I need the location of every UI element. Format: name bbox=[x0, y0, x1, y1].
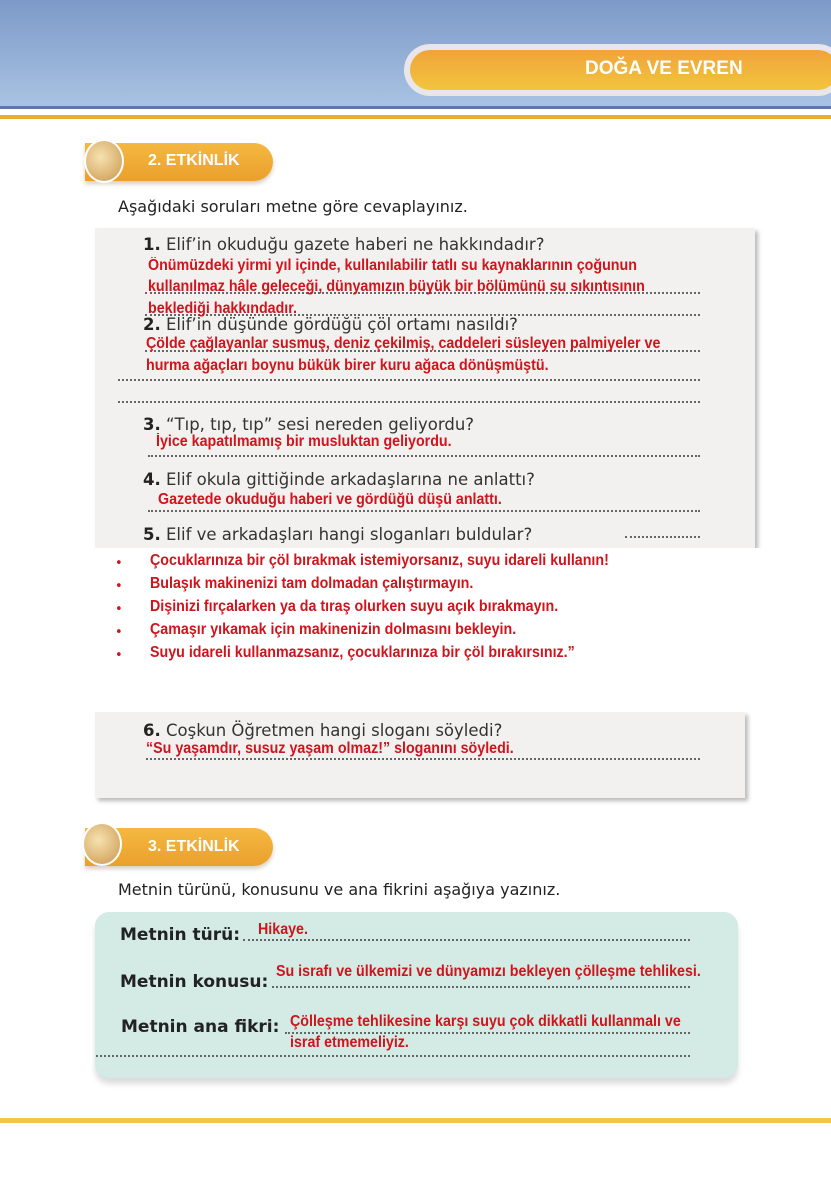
bullet: • bbox=[115, 556, 123, 571]
field-label-type: Metnin türü: bbox=[120, 925, 241, 945]
slogan: Çocuklarınıza bir çöl bırakmak istemiyorsanız, suyu idareli kullanın! bbox=[150, 552, 609, 569]
question-3: 3. “Tıp, tıp, tıp” sesi nereden geliyordu? bbox=[143, 415, 475, 434]
header-divider bbox=[0, 106, 831, 122]
dotted-line bbox=[118, 401, 700, 403]
activity-title-3: 3. ETKİNLİK bbox=[148, 838, 240, 855]
mascot-icon bbox=[82, 822, 122, 866]
slogan: Bulaşık makinenizi tam dolmadan çalıştırmayın. bbox=[150, 575, 474, 592]
bullet: • bbox=[115, 648, 123, 663]
question-2: 2. Elif’in düşünde gördüğü çöl ortamı nasıldı? bbox=[143, 315, 518, 334]
dotted-line bbox=[148, 510, 700, 512]
answer-main-idea: israf etmemeliyiz. bbox=[290, 1034, 409, 1051]
question-1: 1. Elif’in okuduğu gazete haberi ne hakkındadır? bbox=[143, 235, 545, 254]
answer-2-line: hurma ağaçları boynu bükük birer kuru ağaca dönüşmüştü. bbox=[146, 357, 549, 374]
dotted-line bbox=[96, 1055, 690, 1057]
activity-title-2: 2. ETKİNLİK bbox=[148, 152, 240, 169]
field-label-main-idea: Metnin ana fikri: bbox=[121, 1017, 280, 1037]
answer-6: “Su yaşamdır, susuz yaşam olmaz!” sloganını söyledi. bbox=[146, 740, 514, 757]
slogan: Suyu idareli kullanmazsanız, çocuklarınıza bir çöl bırakırsınız.” bbox=[150, 644, 575, 661]
bullet: • bbox=[115, 602, 123, 617]
answer-type: Hikaye. bbox=[258, 921, 308, 938]
answer-2-line: Çölde çağlayanlar susmuş, deniz çekilmiş, caddeleri süsleyen palmiyeler ve bbox=[146, 335, 661, 352]
question-6: 6. Coşkun Öğretmen hangi sloganı söyledi? bbox=[143, 721, 503, 740]
dotted-line bbox=[118, 379, 700, 381]
section-title: DOĞA VE EVREN bbox=[585, 58, 743, 79]
dotted-line bbox=[625, 536, 700, 538]
answer-1-line: kullanılmaz hâle geleceği, dünyamızın büyük bir bölümünü su sıkıntısının bbox=[148, 278, 645, 295]
dotted-line bbox=[243, 939, 690, 941]
dotted-line bbox=[148, 455, 700, 457]
slogan: Dişinizi fırçalarken ya da tıraş olurken suyu açık bırakmayın. bbox=[150, 598, 559, 615]
answer-main-idea: Çölleşme tehlikesine karşı suyu çok dikkatli kullanmalı ve bbox=[290, 1013, 681, 1030]
question-4: 4. Elif okula gittiğinde arkadaşlarına ne anlattı? bbox=[143, 470, 535, 489]
field-label-topic: Metnin konusu: bbox=[120, 972, 269, 992]
dotted-line bbox=[272, 986, 690, 988]
instruction: Aşağıdaki soruları metne göre cevaplayınız. bbox=[118, 197, 468, 216]
footer-line bbox=[0, 1118, 831, 1123]
slogan: Çamaşır yıkamak için makinenizin dolmasını bekleyin. bbox=[150, 621, 517, 638]
dotted-line bbox=[146, 758, 700, 760]
answer-1-line: Önümüzdeki yirmi yıl içinde, kullanılabilir tatlı su kaynaklarının çoğunun bbox=[148, 257, 637, 274]
bullet: • bbox=[115, 625, 123, 640]
instruction: Metnin türünü, konusunu ve ana fikrini aşağıya yazınız. bbox=[118, 880, 561, 899]
mascot-icon bbox=[84, 139, 124, 183]
question-5: 5. Elif ve arkadaşları hangi sloganları buldular? bbox=[143, 525, 533, 544]
bullet: • bbox=[115, 579, 123, 594]
answer-3: İyice kapatılmamış bir musluktan geliyordu. bbox=[156, 433, 452, 450]
answer-1-line: beklediği hakkındadır. bbox=[148, 300, 297, 317]
answer-4: Gazetede okuduğu haberi ve gördüğü düşü anlattı. bbox=[158, 491, 502, 508]
slogan-list bbox=[115, 552, 609, 667]
answer-topic: Su israfı ve ülkemizi ve dünyamızı bekleyen çölleşme tehlikesi. bbox=[276, 963, 701, 980]
